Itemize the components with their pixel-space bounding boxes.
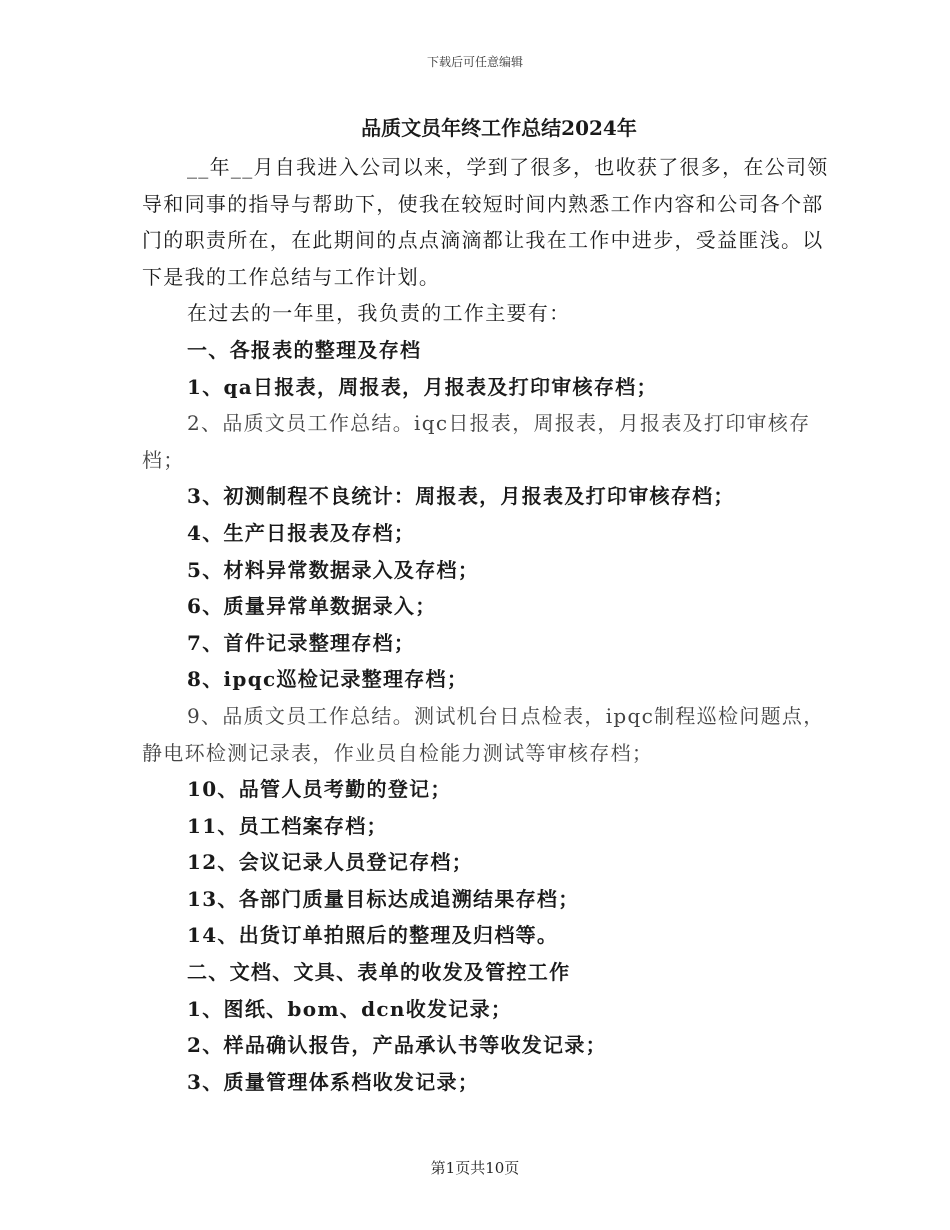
list-item: 1、qa日报表，周报表，月报表及打印审核存档； <box>187 374 658 399</box>
list-item: 8、ipqc巡检记录整理存档； <box>187 667 469 692</box>
list-item: 11、员工档案存档； <box>187 813 388 838</box>
list-item: 6、质量异常单数据录入； <box>187 594 437 619</box>
list-item: 2、品质文员工作总结。iqc日报表，周报表，月报表及打印审核存档； <box>142 411 811 472</box>
header-note: 下载后可任意编辑 <box>426 55 523 69</box>
paragraph-responsibilities: 在过去的一年里，我负责的工作主要有： <box>187 301 571 326</box>
list-item: 13、各部门质量目标达成追溯结果存档； <box>187 886 580 911</box>
list-item: 2、样品确认报告，产品承认书等收发记录； <box>187 1033 607 1058</box>
list-item: 12、会议记录人员登记存档； <box>187 850 474 875</box>
document-title: 品质文员年终工作总结2024年 <box>361 116 637 140</box>
list-item: 14、出货订单拍照后的整理及归档等。 <box>187 923 559 948</box>
section-heading-reports: 一、各报表的整理及存档 <box>187 337 422 362</box>
list-item: 4、生产日报表及存档； <box>187 520 416 545</box>
section-heading-documents: 二、文档、文具、表单的收发及管控工作 <box>187 960 571 985</box>
list-item: 3、初测制程不良统计：周报表，月报表及打印审核存档； <box>187 484 735 509</box>
list-item: 7、首件记录整理存档； <box>187 630 416 655</box>
list-item: 3、质量管理体系档收发记录； <box>187 1069 480 1094</box>
document-body <box>142 149 832 1100</box>
list-item: 10、品管人员考勤的登记； <box>187 777 452 802</box>
page-footer: 第1页共10页 <box>430 1159 520 1177</box>
intro-paragraph: __年__月自我进入公司以来，学到了很多，也收获了很多，在公司领导和同事的指导与帮助下，使我在较短时间内熟悉工作内容和公司各个部门的职责所在，在此期间的点点滴滴都让我在工作中进步，受益匪浅。以下是我的工作总结与工作计划。 <box>142 155 829 289</box>
list-item: 1、图纸、bom、dcn收发记录； <box>187 996 513 1021</box>
list-item: 9、品质文员工作总结。测试机台日点检表，ipqc制程巡检问题点，静电环检测记录表，作业员自检能力测试等审核存档； <box>142 703 825 765</box>
list-item: 5、材料异常数据录入及存档； <box>187 557 480 582</box>
